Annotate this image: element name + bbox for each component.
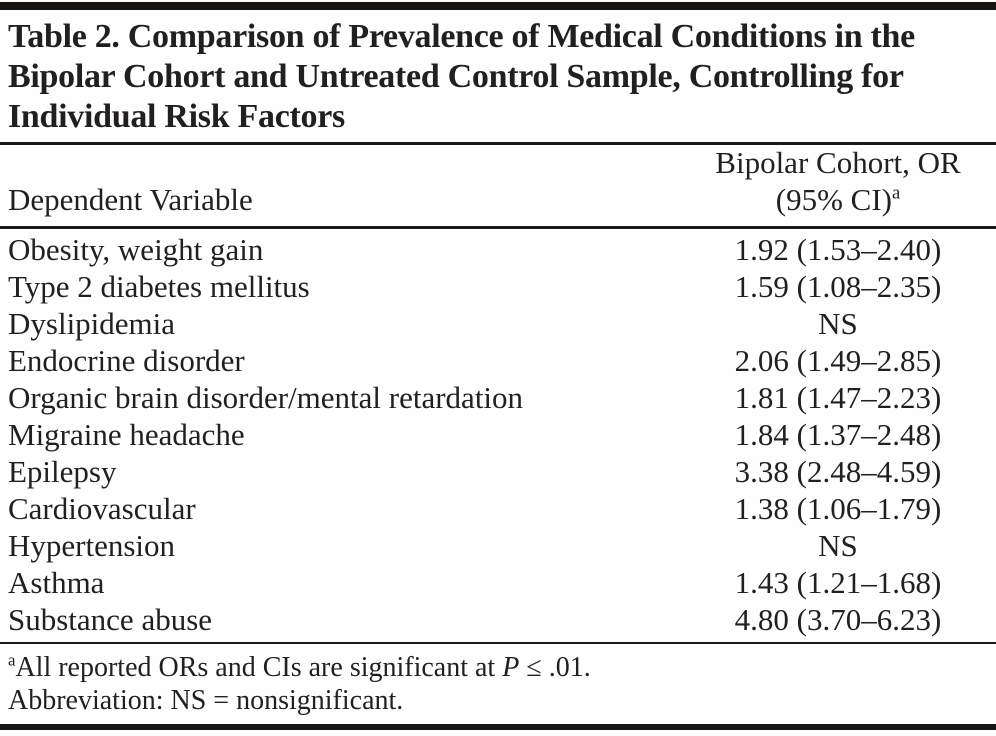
footnote-marker-a: a [8, 650, 16, 670]
row-value: 2.06 (1.49–2.85) [734, 342, 942, 378]
table-row [8, 416, 988, 453]
table-row [8, 379, 988, 416]
footnote-significance-threshold: ≤ .01. [519, 652, 591, 683]
row-label: Epilepsy [8, 453, 117, 489]
table-row [8, 453, 988, 490]
table-title-line-3: Individual Risk Factors [8, 98, 345, 135]
row-label: Obesity, weight gain [8, 231, 264, 267]
table-row [8, 305, 988, 342]
row-label: Type 2 diabetes mellitus [8, 268, 310, 304]
table-title [0, 10, 996, 142]
row-value: 1.38 (1.06–1.79) [734, 490, 942, 526]
column-header-ci-text: (95% CI) [775, 182, 892, 217]
table-row [8, 342, 988, 379]
row-value: NS [818, 305, 858, 341]
row-value: 1.81 (1.47–2.23) [734, 379, 942, 415]
table-row [8, 268, 988, 305]
row-label: Organic brain disorder/mental retardation [8, 379, 524, 415]
row-label: Cardiovascular [8, 490, 196, 526]
footnote-p-symbol: P [502, 652, 520, 683]
table-row [8, 231, 988, 268]
table-title-line-2: Bipolar Cohort and Untreated Control Sample, Controlling for [8, 58, 904, 95]
footnote-significance-text: All reported ORs and CIs are significant at [15, 652, 503, 683]
table-title-line-1: Table 2. Comparison of Prevalence of Medical Conditions in the [8, 18, 915, 55]
bottom-rule [0, 724, 996, 730]
column-header-line-1: Bipolar Cohort, OR [715, 145, 961, 180]
row-value: 3.38 (2.48–4.59) [734, 453, 942, 489]
row-label: Asthma [8, 564, 105, 600]
row-label: Hypertension [8, 527, 176, 563]
table-row [8, 564, 988, 601]
row-value: 1.92 (1.53–2.40) [734, 231, 942, 267]
table-row [8, 490, 988, 527]
footnote-significance [8, 651, 988, 684]
row-label: Dyslipidemia [8, 305, 176, 341]
row-label: Migraine headache [8, 416, 245, 452]
top-rule [0, 2, 996, 10]
column-header-bipolar-cohort-or [688, 144, 988, 218]
column-header-line-2 [776, 182, 901, 217]
table-header-row [0, 145, 996, 226]
row-value: NS [818, 527, 858, 563]
row-value: 1.59 (1.08–2.35) [734, 268, 942, 304]
footnotes [0, 644, 996, 724]
row-value: 1.43 (1.21–1.68) [734, 564, 942, 600]
row-value: 4.80 (3.70–6.23) [734, 601, 942, 637]
table-row [8, 601, 988, 638]
row-label: Substance abuse [8, 601, 213, 637]
column-header-footnote-marker: a [891, 182, 901, 204]
footnote-abbreviation: Abbreviation: NS = nonsignificant. [8, 685, 404, 716]
table-body [0, 229, 996, 642]
row-label: Endocrine disorder [8, 342, 245, 378]
table-row [8, 527, 988, 564]
column-header-dependent-variable: Dependent Variable [8, 182, 253, 217]
row-value: 1.84 (1.37–2.48) [734, 416, 942, 452]
